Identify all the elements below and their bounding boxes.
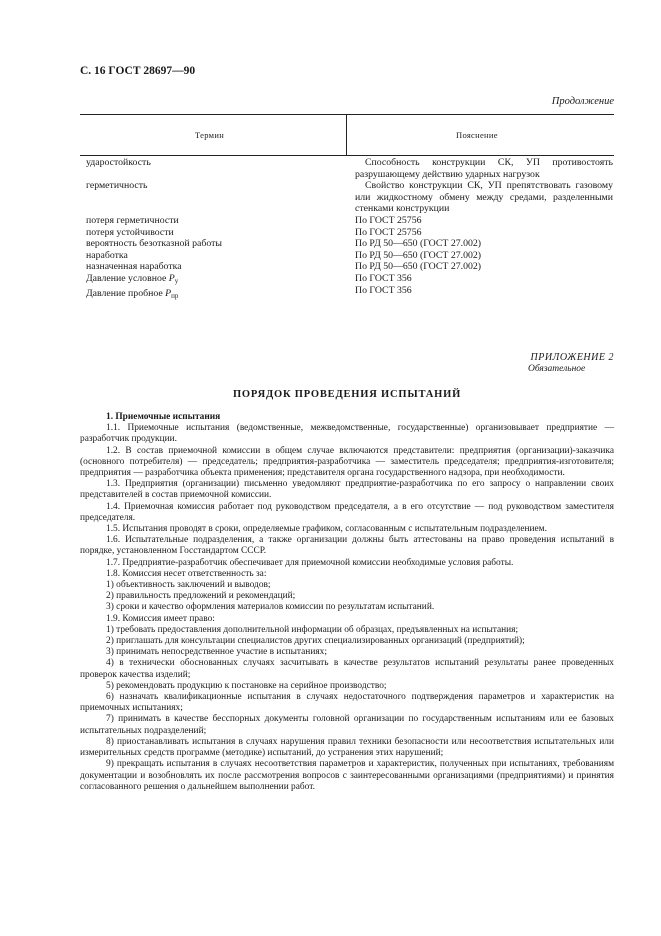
paragraph: 1.9. Комиссия имеет право: — [106, 613, 215, 624]
table-row — [86, 250, 341, 262]
list-item: 2) правильность предложений и рекомендаций; — [106, 591, 296, 602]
list-item: 9) прекращать испытания в случаях несоответствия параметров и характеристик, полученных при испытаниях, требованиям документации и возобновлять их после рассмотрения вопросов с заинтересованными организациями (предприятиями) и принятия согласованного решения о дальнейшем выполнении работ. — [80, 759, 614, 792]
term-cell: потеря герметичности — [86, 214, 179, 226]
explanation-cell: По ГОСТ 356 — [355, 284, 412, 296]
table-row — [86, 273, 341, 288]
appendix-title: ПОРЯДОК ПРОВЕДЕНИЯ ИСПЫТАНИЙ — [232, 389, 462, 400]
appendix-label: ПРИЛОЖЕНИЕ 2 — [530, 352, 614, 363]
table-row — [86, 180, 341, 215]
term-cell: потеря устойчивости — [86, 226, 174, 238]
table-row — [86, 288, 341, 303]
column-header-explanation: Пояснение — [456, 130, 498, 140]
paragraph: 1.6. Испытательные подразделения, а также организации должны быть аттестованы на право проведения испытаний в порядке, установленном Госстандартом СССР. — [80, 535, 614, 557]
paragraph: 1.8. Комиссия несет ответственность за: — [106, 568, 267, 579]
list-item: 3) сроки и качество оформления материалов комиссии по результатам испытаний. — [106, 602, 435, 613]
explanation-cell: По ГОСТ 356 — [355, 272, 412, 284]
pressure-subscript: у — [174, 276, 179, 285]
table-row — [86, 261, 341, 273]
term-column — [86, 157, 341, 302]
pressure-symbol: P — [168, 272, 175, 284]
list-item: 4) в технически обоснованных случаях засчитывать в качестве результатов испытаний результаты ранее проведенных проверок качества изделий; — [80, 658, 614, 680]
explanation-cell: По РД 50—650 (ГОСТ 27.002) — [355, 249, 482, 261]
list-item: 1) требовать предоставления дополнительной информации об образцах, предъявленных на испытания; — [106, 624, 519, 635]
table-row — [86, 215, 341, 227]
list-item: 1) объективность заключений и выводов; — [106, 580, 271, 591]
term-cell: назначенная наработка — [86, 261, 182, 273]
list-item: 6) назначать квалификационные испытания в случаях недостаточного подтверждения параметров и характеристик на приемочных испытаниях; — [80, 692, 614, 714]
appendix-status: Обязательное — [528, 364, 586, 374]
term-cell: вероятность безотказной работы — [86, 238, 222, 250]
table-column-divider — [346, 114, 347, 155]
table-top-rule — [80, 114, 614, 115]
explanation-cell: По ГОСТ 25756 — [355, 226, 422, 238]
term-cell: наработка — [86, 249, 128, 261]
paragraph: 1.4. Приемочная комиссия работает под руководством председателя, а в его отсутствие — под руководством заместителя председателя. — [80, 501, 614, 523]
list-item: 8) приостанавливать испытания в случаях нарушения правил техники безопасности или несоответствия испытательных или измерительных средств программе (методике) испытаний, до устранения этих нарушений; — [80, 736, 614, 759]
pressure-subscript: пр — [171, 291, 179, 300]
table-header-rule — [80, 155, 614, 156]
explanation-cell: Способность конструкции СК, УП противостоять разрушающему действию ударных нагрузок — [355, 157, 613, 180]
section-body — [80, 412, 614, 793]
term-cell: герметичность — [86, 180, 148, 192]
table-row — [86, 227, 341, 239]
list-item: 7) принимать в качестве бесспорных документы головной организации по государственным испытаниям или ее базовых испытательных подразделений; — [80, 714, 614, 736]
list-item: 5) рекомендовать продукцию к постановке на серийное производство; — [106, 680, 387, 691]
paragraph: 1.3. Предприятия (организации) письменно уведомляют предприятие-разработчика по его запросу о направлении своих представителей в состав приемочной комиссии. — [80, 479, 614, 501]
explanation-cell: По РД 50—650 (ГОСТ 27.002) — [355, 261, 482, 273]
continuation-label: Продолжение — [551, 96, 614, 107]
column-header-term: Термин — [195, 130, 225, 140]
page-header: С. 16 ГОСТ 28697—90 — [80, 65, 196, 77]
paragraph: 1.1. Приемочные испытания (ведомственные, межведомственные, государственные) организовывает предприятие — разработчик продукции. — [80, 423, 614, 445]
list-item: 2) приглашать для консультации специалистов других специализированных организаций (предприятий); — [106, 636, 525, 647]
explanation-cell: Свойство конструкции СК, УП препятствовать газовому или жидкостному обмену между средами, разделенными стенками конструкции — [355, 180, 613, 215]
explanation-cell: По РД 50—650 (ГОСТ 27.002) — [355, 238, 482, 250]
term-cell: Давление пробное — [86, 287, 166, 299]
table-row — [86, 238, 341, 250]
term-cell: Давление условное — [86, 272, 169, 284]
paragraph: 1.2. В состав приемочной комиссии в общем случае включаются представители: предприятия (организации)-заказчика (основного потребителя) — председатель; предприятия-разработчика — заместитель председателя; предприятия-изготовителя; предприятия — разработчика объекта применения; представителя органа государственного надзора, при необходимости. — [80, 445, 614, 479]
pressure-symbol: P — [165, 287, 172, 299]
explanation-column — [355, 157, 613, 296]
explanation-cell: По ГОСТ 25756 — [355, 214, 422, 226]
list-item: 3) принимать непосредственное участие в испытаниях; — [106, 647, 327, 658]
table-row — [86, 157, 341, 180]
term-cell: ударостойкость — [86, 157, 151, 168]
paragraph: 1.5. Испытания проводят в сроки, определяемые графиком, согласованным с испытательным подразделением. — [106, 524, 547, 535]
paragraph: 1.7. Предприятие-разработчик обеспечивает для приемочной комиссии необходимые условия работы. — [106, 557, 514, 568]
section-heading: 1. Приемочные испытания — [106, 412, 221, 422]
